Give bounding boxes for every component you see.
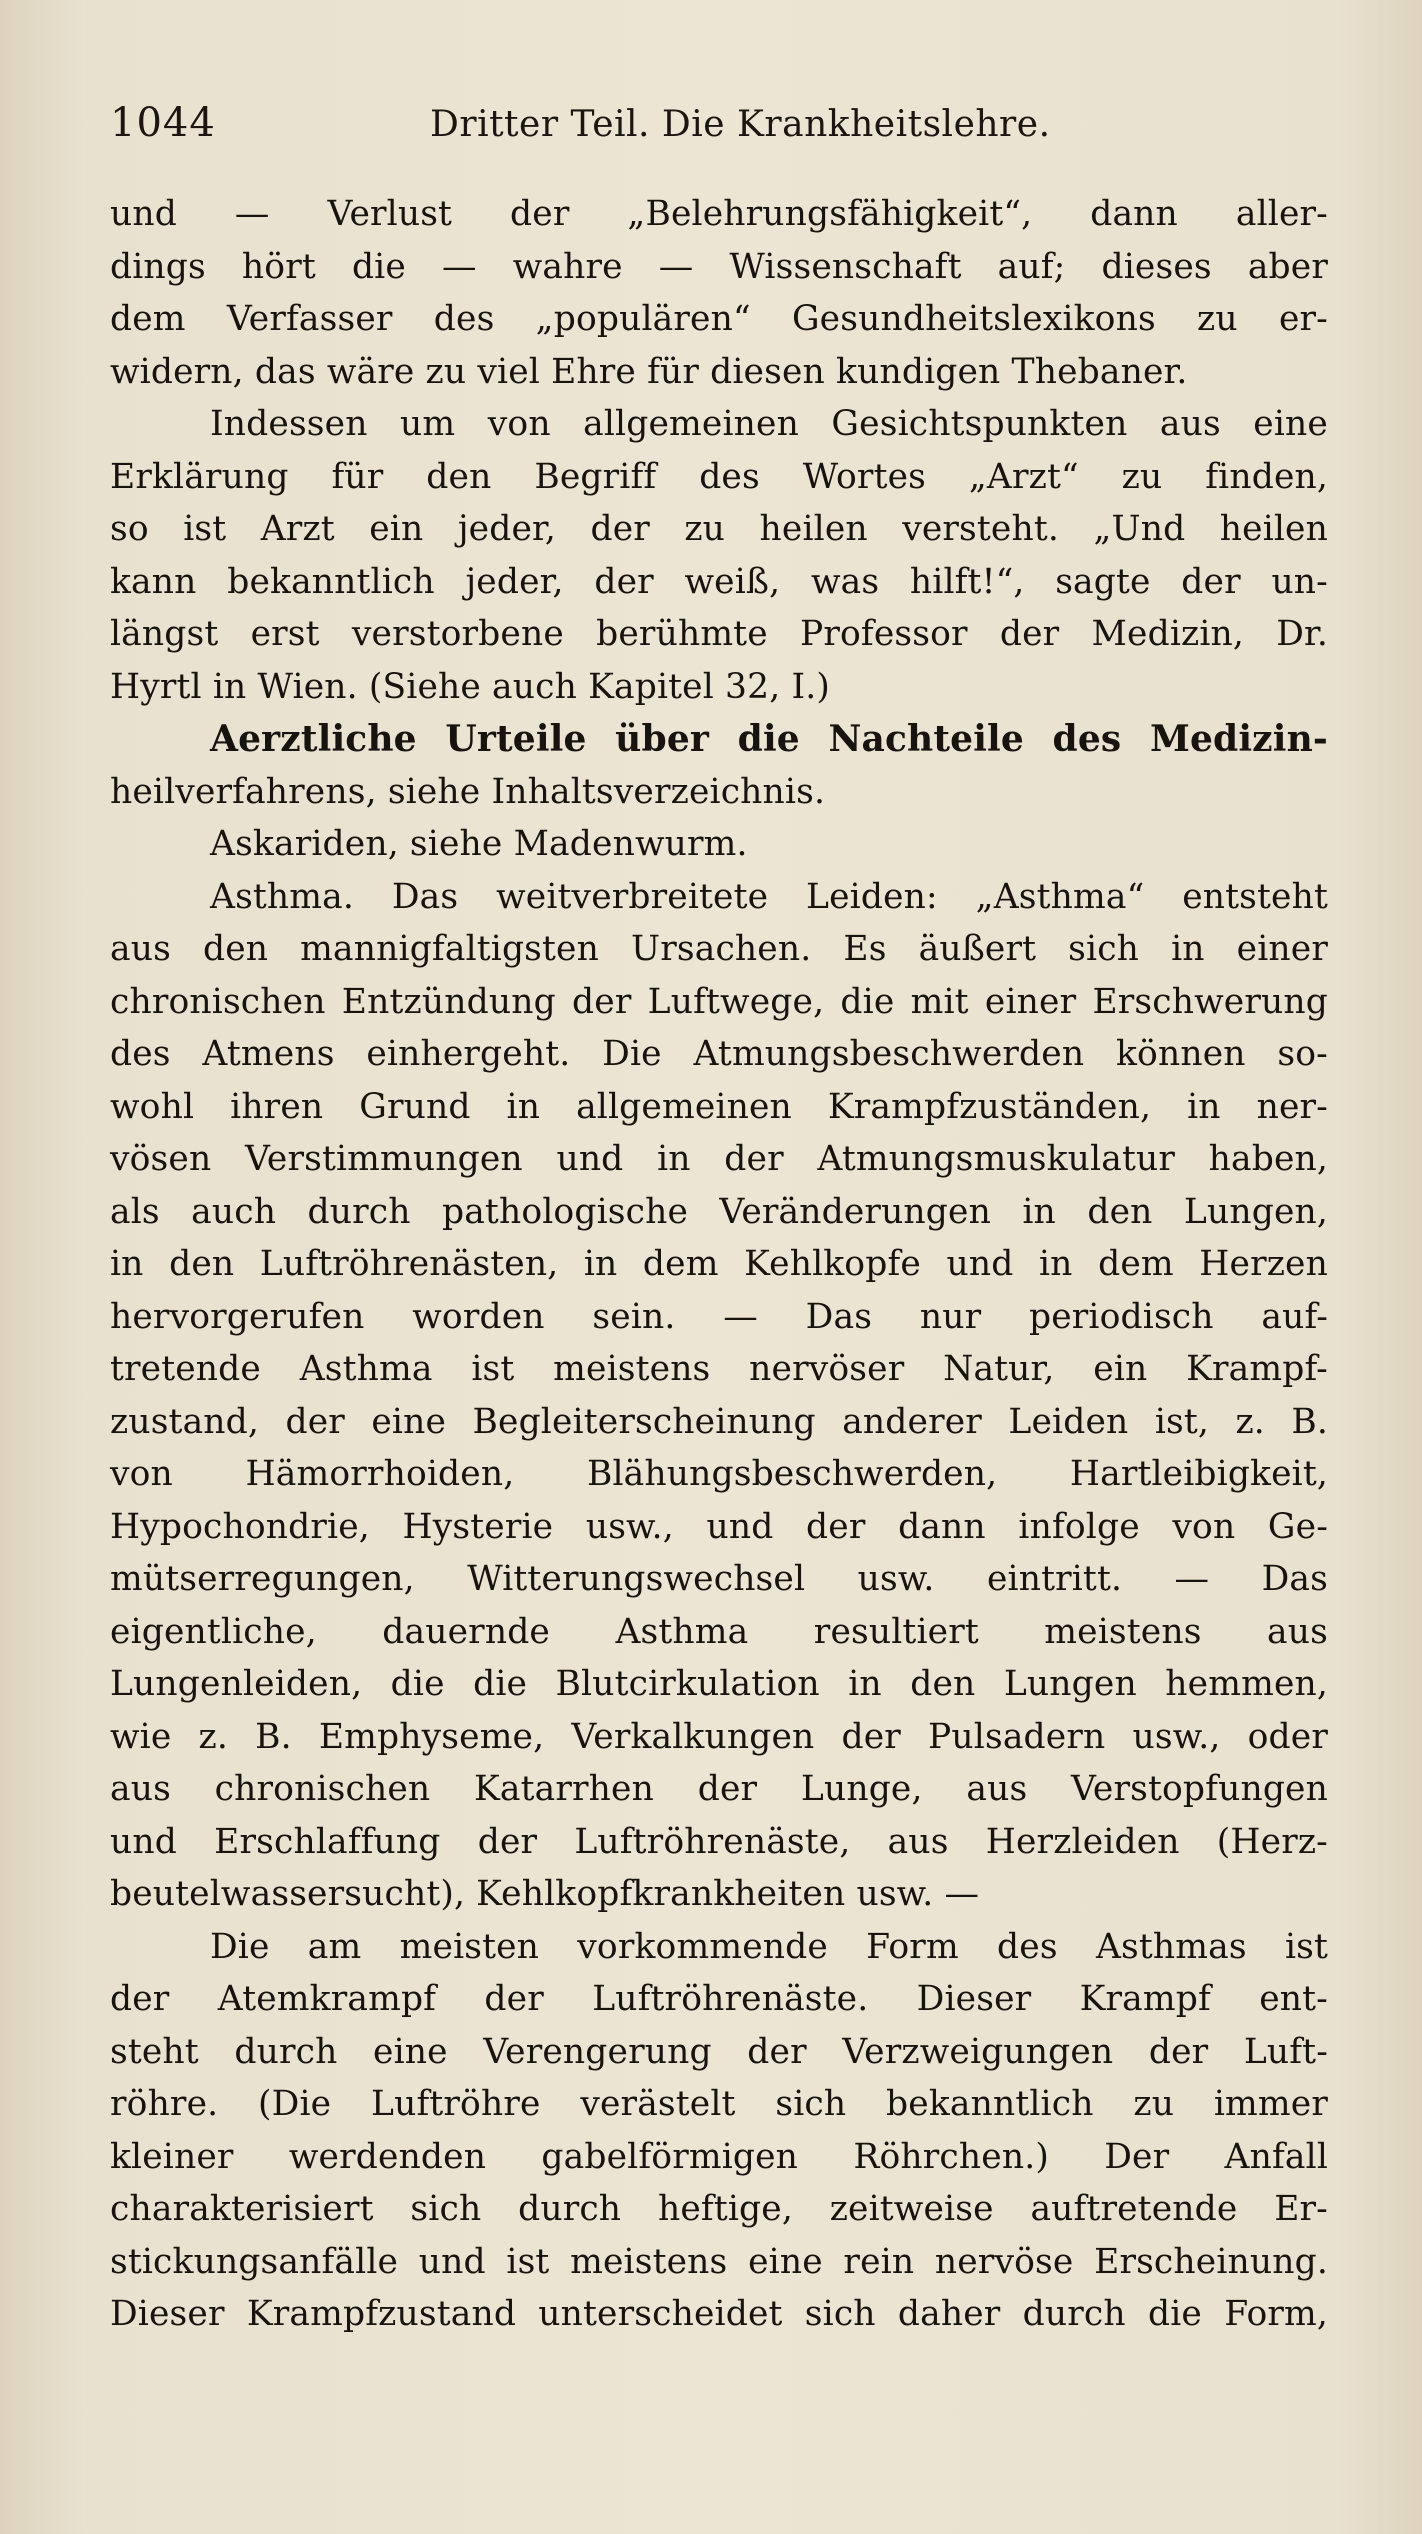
text-line: aus den mannigfaltigsten Ursachen. Es äußert sich in einer	[110, 929, 1328, 969]
text-line: und — Verlust der „Belehrungsfähigkeit“, dann aller-	[110, 194, 1328, 234]
text-line: von Hämorrhoiden, Blähungsbeschwerden, Hartleibigkeit,	[110, 1454, 1328, 1494]
text-line: Die am meisten vorkommende Form des Asthmas ist	[210, 1926, 1328, 1967]
text-line: des Atmens einhergeht. Die Atmungsbeschwerden können so-	[110, 1034, 1328, 1074]
text-line: der Atemkrampf der Luftröhrenäste. Dieser Krampf ent-	[110, 1979, 1328, 2019]
text-line: in den Luftröhrenästen, in dem Kehlkopfe und in dem Herzen	[110, 1244, 1328, 1284]
text-line: vösen Verstimmungen und in der Atmungsmuskulatur haben,	[110, 1139, 1328, 1179]
text-line: tretende Asthma ist meistens nervöser Natur, ein Krampf-	[110, 1349, 1328, 1389]
text-line: charakterisiert sich durch heftige, zeitweise auftretende Er-	[110, 2189, 1328, 2229]
body-text	[110, 188, 1328, 2341]
text-line: kleiner werdenden gabelförmigen Röhrchen.) Der Anfall	[110, 2136, 1328, 2177]
text-line: eigentliche, dauernde Asthma resultiert meistens aus	[110, 1611, 1328, 1652]
text-line: so ist Arzt ein jeder, der zu heilen versteht. „Und heilen	[110, 509, 1328, 549]
text-line: Hyrtl in Wien. (Siehe auch Kapitel 32, I.)	[110, 666, 830, 707]
text-line: zustand, der eine Begleiterscheinung anderer Leiden ist, z. B.	[110, 1401, 1328, 1442]
entry-askariden: Askariden, siehe Madenwurm.	[210, 824, 748, 864]
text-line: mütserregungen, Witterungswechsel usw. eintritt. — Das	[110, 1559, 1328, 1599]
text-line: kann bekanntlich jeder, der weiß, was hilft!“, sagte der un-	[110, 561, 1328, 602]
text-line: widern, das wäre zu viel Ehre für diesen kundigen Thebaner.	[110, 351, 1188, 392]
text-line: als auch durch pathologische Veränderungen in den Lungen,	[110, 1191, 1328, 1232]
text-line: hervorgerufen worden sein. — Das nur periodisch auf-	[110, 1296, 1328, 1337]
text-line: beutelwassersucht), Kehlkopfkrankheiten usw. —	[110, 1874, 980, 1914]
text-line: längst erst verstorbene berühmte Professor der Medizin, Dr.	[110, 614, 1328, 654]
text-line: Dieser Krampfzustand unterscheidet sich daher durch die Form,	[110, 2294, 1328, 2334]
text-line: Hypochondrie, Hysterie usw., und der dann infolge von Ge-	[110, 1506, 1328, 1547]
entry-heading-line: Aerztliche Urteile über die Nachteile des Medizin-	[210, 718, 1328, 760]
text-line: dem Verfasser des „populären“ Gesundheitslexikons zu er-	[110, 299, 1328, 339]
entry-asthma: Asthma. Das weitverbreitete Leiden: „Asthma“ entsteht	[210, 876, 1328, 917]
text-line: steht durch eine Verengerung der Verzweigungen der Luft-	[110, 2031, 1328, 2072]
text-line: Indessen um von allgemeinen Gesichtspunkten aus eine	[210, 404, 1328, 444]
text-line: Erklärung für den Begriff des Wortes „Arzt“ zu finden,	[110, 456, 1328, 497]
text-line: stickungsanfälle und ist meistens eine rein nervöse Erscheinung.	[110, 2241, 1328, 2282]
text-line: wohl ihren Grund in allgemeinen Krampfzuständen, in ner-	[110, 1086, 1328, 1127]
text-line: und Erschlaffung der Luftröhrenäste, aus Herzleiden (Herz-	[110, 1821, 1328, 1862]
text-line: Lungenleiden, die die Blutcirkulation in den Lungen hemmen,	[110, 1664, 1328, 1704]
running-head-title: Dritter Teil. Die Krankheitslehre.	[430, 104, 1051, 145]
text-line: dings hört die — wahre — Wissenschaft auf; dieses aber	[110, 246, 1328, 287]
text-line: chronischen Entzündung der Luftwege, die mit einer Erschwerung	[110, 981, 1328, 1022]
text-line: röhre. (Die Luftröhre verästelt sich bekanntlich zu immer	[110, 2084, 1328, 2124]
text-line: wie z. B. Emphyseme, Verkalkungen der Pulsadern usw., oder	[110, 1716, 1328, 1757]
running-head	[110, 100, 1330, 160]
entry-heading-line: heilverfahrens, siehe Inhaltsverzeichnis.	[110, 771, 826, 812]
page-number: 1044	[110, 100, 216, 146]
text-line: aus chronischen Katarrhen der Lunge, aus Verstopfungen	[110, 1769, 1328, 1809]
